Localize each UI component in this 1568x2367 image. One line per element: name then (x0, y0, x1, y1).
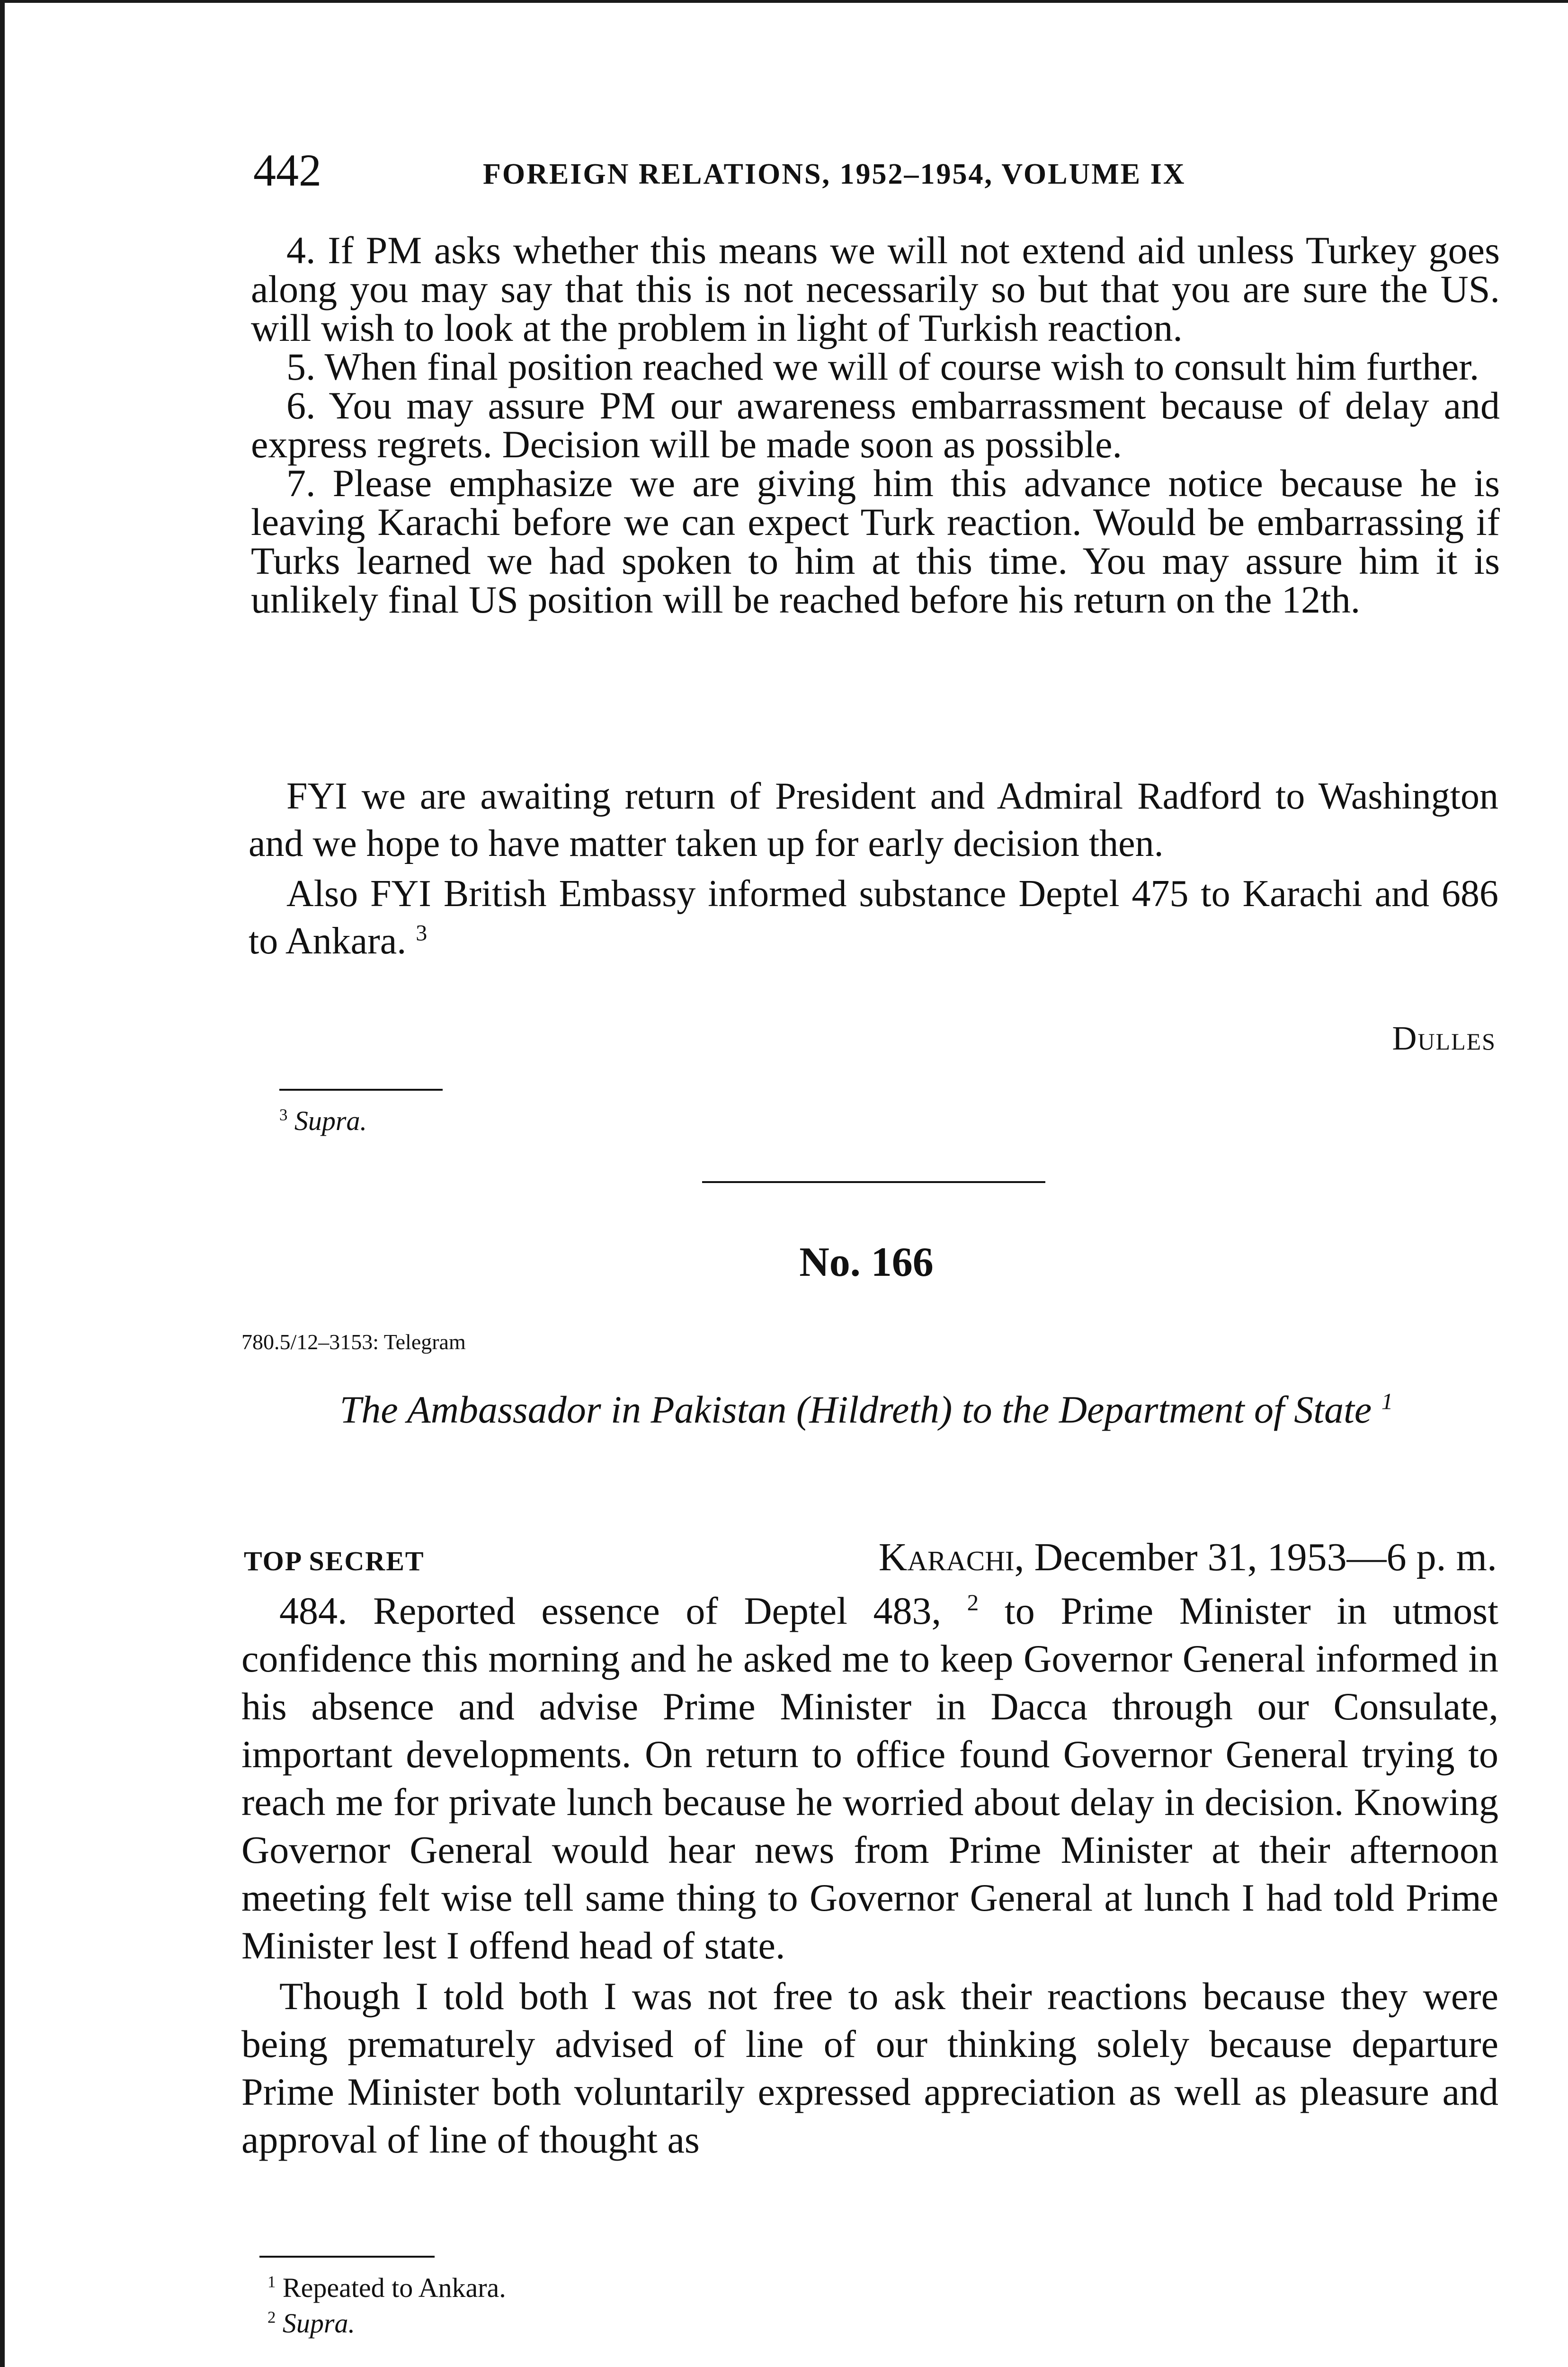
footnote-ref-3: 3 (416, 920, 428, 946)
telegram-body (241, 1587, 1498, 2166)
file-reference: 780.5/12–3153: Telegram (241, 1330, 466, 1354)
signature: Dulles (1392, 1019, 1496, 1057)
paragraph-7: 7. Please emphasize we are giving him this advance notice because he is leaving Karachi before we can expect Turk reaction. Would be embarrassing if Turks learned we had spoken to him at this time. You may assure him it is unlikely final US position will be reached before his return on the 12th. (251, 462, 1500, 621)
footnote-3 (279, 1103, 367, 1139)
document-title (237, 1386, 1496, 1433)
page-number: 442 (253, 145, 321, 196)
dateline-date: December 31, 1953—6 p. m. (1034, 1535, 1497, 1579)
fyi-paragraph-2 (249, 870, 1498, 965)
footnote-1-marker: 1 (267, 2272, 276, 2291)
dateline (879, 1534, 1497, 1581)
page-header (253, 142, 1503, 199)
footnote-1 (267, 2270, 506, 2306)
paragraph-6: 6. You may assure PM our awareness embarrassment because of delay and express regrets. Decision will be made soon as possible. (251, 384, 1500, 466)
section-divider (702, 1181, 1045, 1183)
continuation-numbered-paragraphs (251, 231, 1500, 619)
footnote-3-marker: 3 (279, 1105, 288, 1124)
scan-edge-top (0, 0, 1568, 3)
footnote-separator-top (279, 1089, 443, 1091)
footnote-ref-2: 2 (967, 1589, 979, 1616)
fyi-paragraph-2-text: Also FYI British Embassy informed substance Deptel 475 to Karachi and 686 to Ankara. (249, 873, 1498, 962)
document-title-text: The Ambassador in Pakistan (Hildreth) to the Department of State (339, 1388, 1372, 1431)
paragraph-5: 5. When final position reached we will of course wish to consult him further. (286, 345, 1479, 388)
footnote-3-text: Supra. (294, 1105, 367, 1136)
running-head: FOREIGN RELATIONS, 1952–1954, VOLUME IX (483, 158, 1186, 190)
paragraph-4: 4. If PM asks whether this means we will not extend aid unless Turkey goes along you may say that this is not necessarily so but that you are sure the US. will wish to look at the problem in light of Turkish reaction. (251, 229, 1500, 349)
telegram-paragraph-1-b: to Prime Minister in utmost confidence this morning and he asked me to keep Governor General informed in his absence and advise Prime Minister in Dacca through our Consulate, important developments. On return to office found Governor General trying to reach me for private lunch because he worried about delay in decision. Knowing Governor General would hear news from Prime Minister at their afternoon meeting felt wise tell same thing to Governor General at lunch I had told Prime Minister lest I offend head of state. (241, 1589, 1499, 1967)
fyi-paragraph-1: FYI we are awaiting return of President and Admiral Radford to Washington and we hope to have matter taken up for early decision then. (249, 775, 1498, 864)
telegram-paragraph-1-a: 484. Reported essence of Deptel 483, (279, 1589, 942, 1632)
footnote-ref-1: 1 (1381, 1388, 1393, 1415)
telegram-paragraph-1 (241, 1587, 1498, 1969)
footnote-2-text: Supra. (282, 2308, 355, 2339)
scan-edge-left (0, 0, 5, 2367)
footnote-1-text: Repeated to Ankara. (282, 2272, 506, 2303)
classification: TOP SECRET (244, 1546, 425, 1576)
footnote-2 (267, 2305, 355, 2341)
footnote-separator-bottom (259, 2256, 435, 2258)
telegram-paragraph-2: Though I told both I was not free to ask their reactions because they were being prematurely advised of line of our thinking solely because departure Prime Minister both voluntarily expressed appreciation as well as pleasure and approval of line of thought as (241, 1975, 1498, 2161)
document-number: No. 166 (799, 1239, 934, 1285)
footnote-2-marker: 2 (267, 2308, 276, 2327)
dateline-place: Karachi, (878, 1535, 1025, 1579)
fyi-paragraphs (249, 773, 1498, 968)
